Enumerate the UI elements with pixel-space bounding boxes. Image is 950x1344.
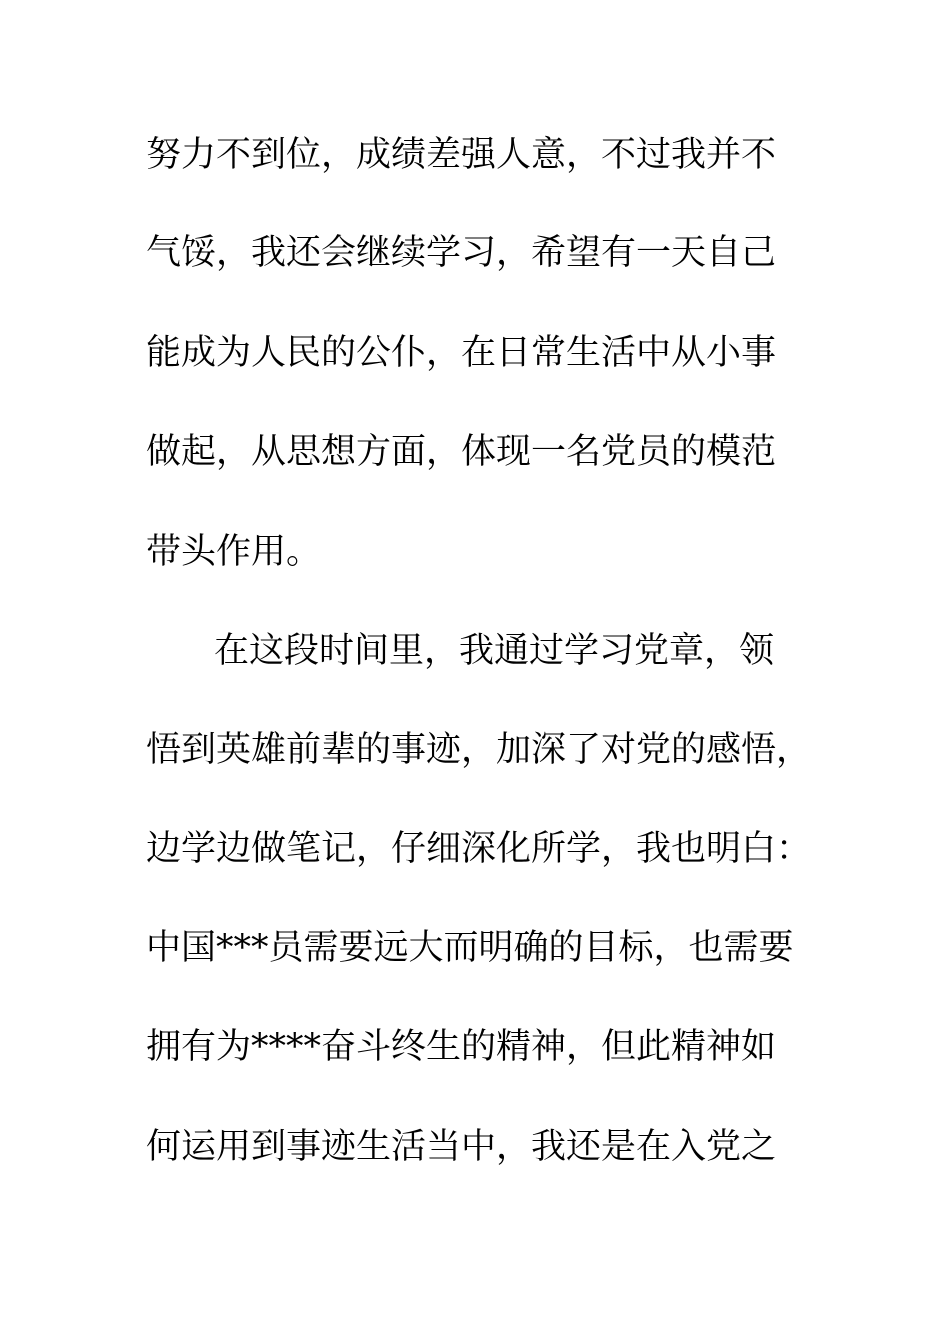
paragraph-line: 何运用到事迹生活当中，我还是在入党之 — [146, 1127, 777, 1167]
paragraph-line: 带头作用。 — [146, 532, 322, 572]
paragraph-line: 做起，从思想方面，体现一名党员的模范 — [146, 432, 777, 472]
paragraph-line: 中国***员需要远大而明确的目标，也需要 — [146, 928, 794, 968]
paragraph-line: 悟到英雄前辈的事迹，加深了对党的感悟， — [146, 730, 812, 770]
paragraph-line: 努力不到位，成绩差强人意，不过我并不 — [146, 135, 777, 175]
paragraph-line: 能成为人民的公仆，在日常生活中从小事 — [146, 333, 777, 373]
paragraph-line: 气馁，我还会继续学习，希望有一天自己 — [146, 233, 777, 273]
paragraph-line: 在这段时间里，我通过学习党章，领 — [214, 631, 775, 671]
paragraph-line: 拥有为****奋斗终生的精神，但此精神如 — [146, 1027, 777, 1067]
paragraph-line: 边学边做笔记，仔细深化所学，我也明白： — [146, 829, 812, 869]
